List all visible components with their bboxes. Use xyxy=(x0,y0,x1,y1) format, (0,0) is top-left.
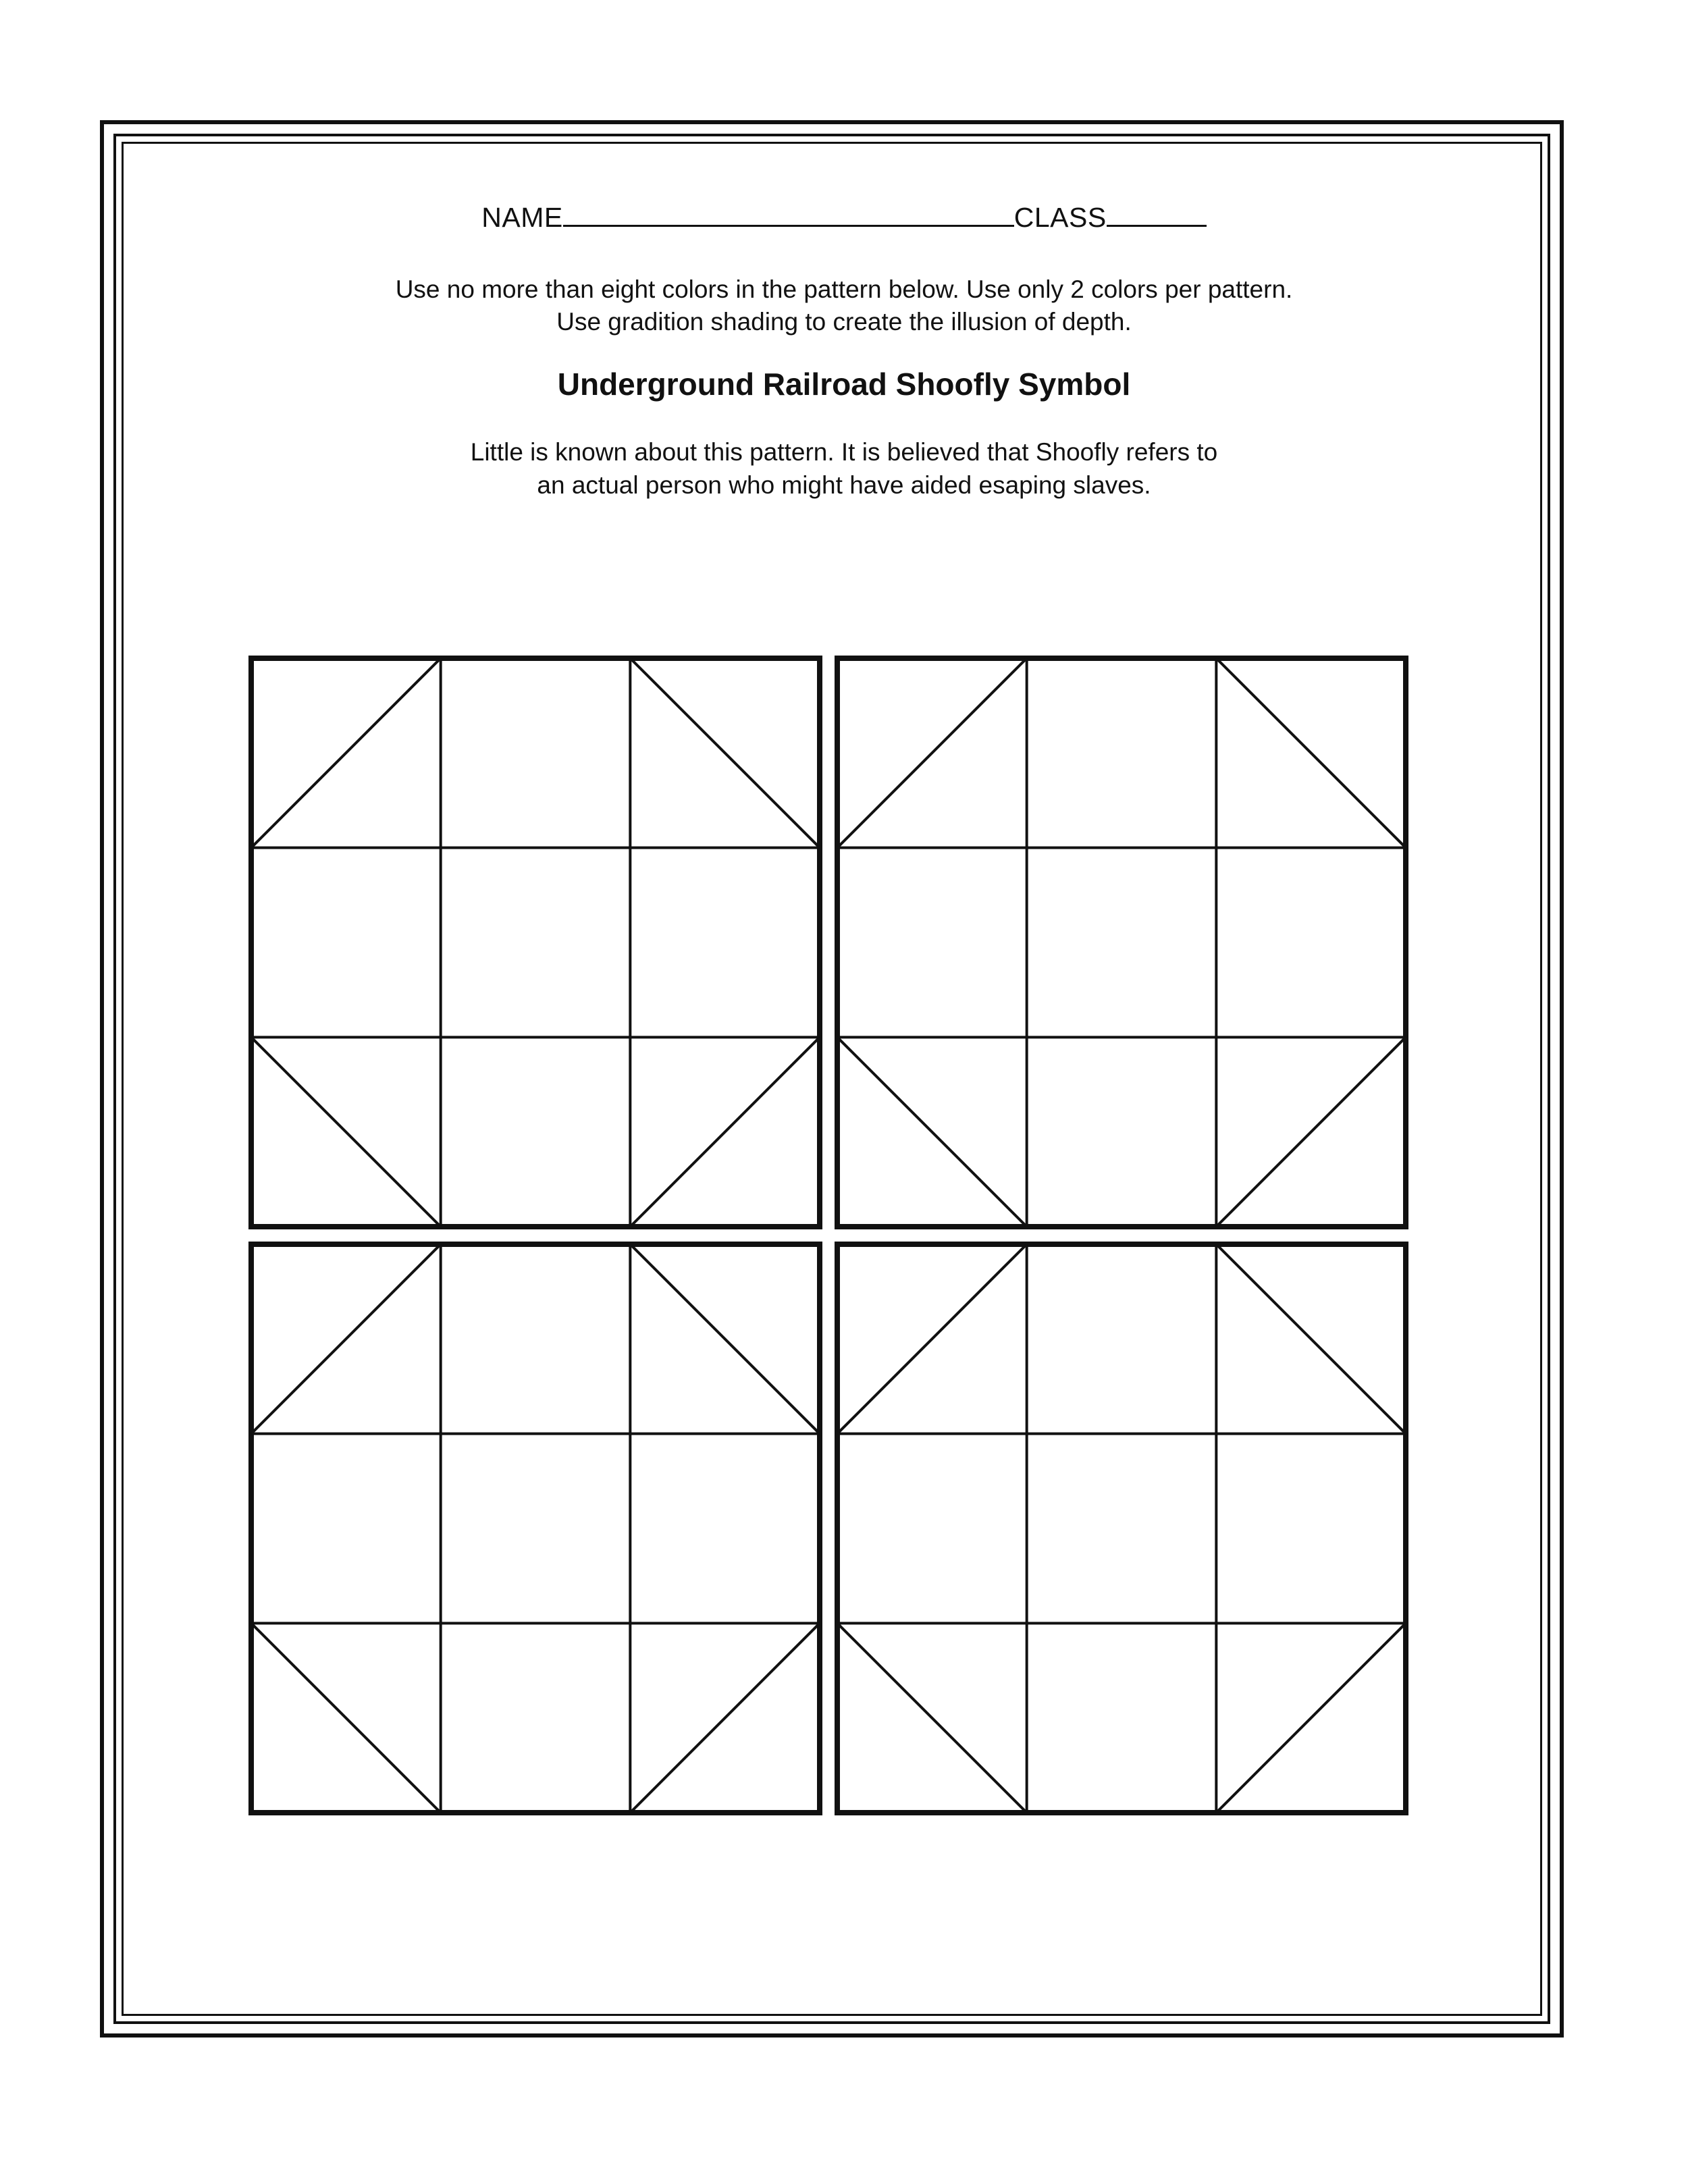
shoofly-block-3[interactable] xyxy=(251,1244,820,1813)
instructions-line-2: Use gradition shading to create the illusion of depth. xyxy=(556,308,1132,336)
shoofly-block-1[interactable] xyxy=(251,658,820,1227)
block-outline xyxy=(251,658,820,1227)
corner-diagonal xyxy=(251,1037,441,1227)
instructions-line-1: Use no more than eight colors in the pattern below. Use only 2 colors per pattern. xyxy=(395,275,1293,303)
corner-diagonal xyxy=(1216,1623,1406,1813)
description-line-1: Little is known about this pattern. It is believed that Shoofly refers to xyxy=(470,438,1218,466)
shoofly-block-2[interactable] xyxy=(837,658,1406,1227)
shoofly-block-4[interactable] xyxy=(837,1244,1406,1813)
corner-diagonal xyxy=(1216,1037,1406,1227)
corner-diagonal xyxy=(630,1244,820,1434)
corner-diagonal xyxy=(837,1623,1027,1813)
corner-diagonal xyxy=(1216,658,1406,848)
class-label: CLASS xyxy=(1013,202,1107,233)
description-line-2: an actual person who might have aided esaping slaves. xyxy=(537,471,1151,499)
corner-diagonal xyxy=(1216,1244,1406,1434)
corner-diagonal xyxy=(630,658,820,848)
corner-diagonal xyxy=(837,658,1027,848)
block-outline xyxy=(837,658,1406,1227)
corner-diagonal xyxy=(837,1244,1027,1434)
corner-diagonal xyxy=(630,1037,820,1227)
corner-diagonal xyxy=(251,1244,441,1434)
corner-diagonal xyxy=(630,1623,820,1813)
block-outline xyxy=(837,1244,1406,1813)
corner-diagonal xyxy=(251,658,441,848)
corner-diagonal xyxy=(837,1037,1027,1227)
name-label: NAME xyxy=(481,202,563,233)
block-outline xyxy=(251,1244,820,1813)
corner-diagonal xyxy=(251,1623,441,1813)
page-title: Underground Railroad Shoofly Symbol xyxy=(557,367,1131,402)
